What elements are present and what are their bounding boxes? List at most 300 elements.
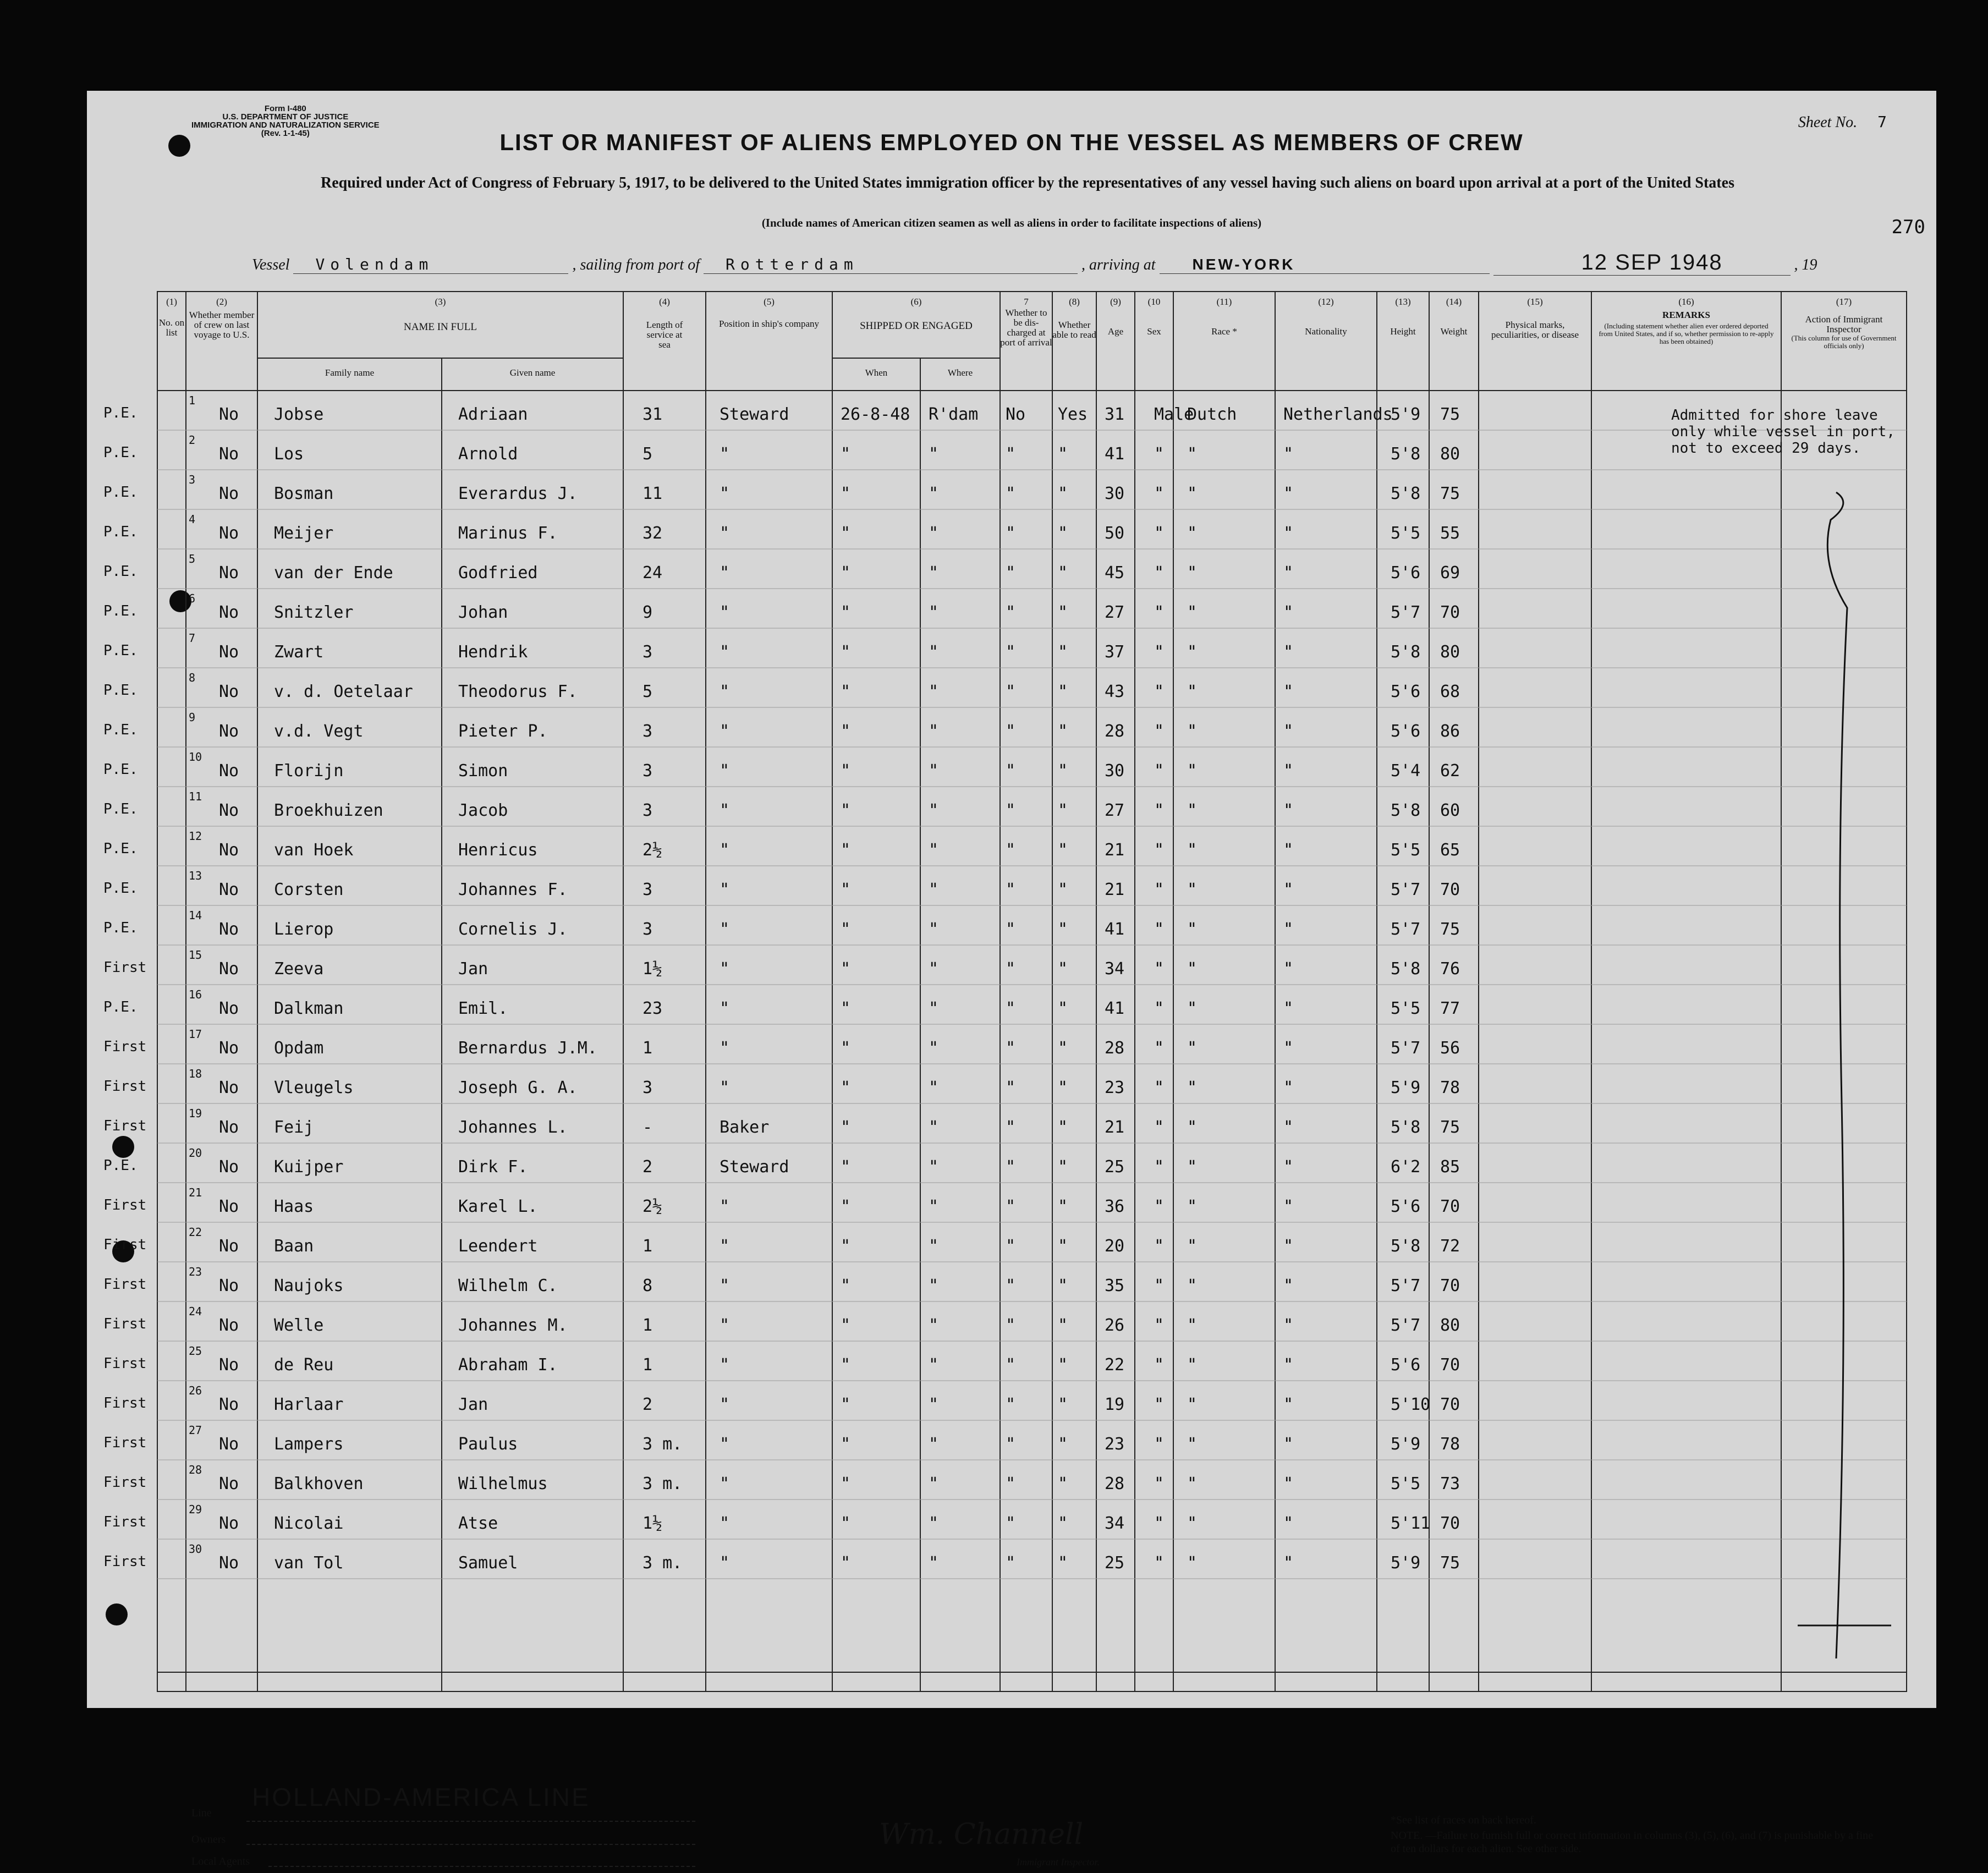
- table-row: [87, 509, 1936, 549]
- header-col-13: [1377, 297, 1429, 337]
- row-weight: 78: [1440, 1078, 1460, 1097]
- line-label: Line: [191, 1807, 212, 1819]
- row-service: 1½: [642, 1514, 663, 1533]
- row-family-name: Vleugels: [274, 1078, 354, 1097]
- row-age: 28: [1105, 1039, 1125, 1058]
- header-col-16-num: (16): [1678, 296, 1694, 307]
- row-number: 30: [189, 1542, 202, 1556]
- header-col-3: [257, 297, 623, 332]
- row-service: 3 m.: [642, 1435, 683, 1454]
- header-col-17-num: (17): [1836, 296, 1852, 307]
- row-when: ": [841, 841, 851, 860]
- row-position: ": [720, 880, 730, 899]
- row-discharged: ": [1006, 999, 1016, 1018]
- row-nationality: ": [1283, 1316, 1294, 1335]
- row-height: 5'8: [1391, 1237, 1421, 1256]
- header-col-10: [1135, 297, 1173, 337]
- table-row: [87, 589, 1936, 628]
- row-when: ": [841, 1078, 851, 1097]
- row-when: ": [841, 920, 851, 939]
- row-where: ": [929, 563, 939, 583]
- row-sex: ": [1154, 563, 1165, 583]
- row-last-voyage: No: [219, 1355, 239, 1375]
- row-able-to-read: ": [1058, 1514, 1068, 1533]
- header-col-2-num: (2): [216, 296, 227, 307]
- row-position: ": [720, 1514, 730, 1533]
- row-where: ": [929, 880, 939, 899]
- row-when: ": [841, 880, 851, 899]
- row-weight: 72: [1440, 1237, 1460, 1256]
- row-given-name: Karel L.: [458, 1197, 538, 1216]
- header-col-2-label: Whether member of crew on last voyage to U.S.: [189, 310, 255, 340]
- row-service: 1: [642, 1039, 653, 1058]
- row-service: -: [642, 1118, 653, 1137]
- arriving-value: NEW-YORK: [1160, 256, 1490, 274]
- row-when: ": [841, 1435, 851, 1454]
- row-last-voyage: No: [219, 1316, 239, 1335]
- table-row: [87, 1183, 1936, 1222]
- table-row: [87, 470, 1936, 509]
- row-family-name: van der Ende: [274, 563, 393, 583]
- header-where: Where: [947, 367, 973, 378]
- row-race: ": [1187, 1316, 1198, 1335]
- row-where: ": [929, 603, 939, 622]
- row-age: 43: [1105, 682, 1125, 701]
- row-weight: 68: [1440, 682, 1460, 701]
- table-row: [87, 628, 1936, 668]
- row-height: 5'5: [1391, 999, 1421, 1018]
- table-row: [87, 1381, 1936, 1420]
- row-family-name: Corsten: [274, 880, 344, 899]
- note-races: *See list of races on back hereof.: [1391, 1814, 1536, 1826]
- row-given-name: Jacob: [458, 801, 508, 820]
- row-prefix: First: [103, 1078, 147, 1095]
- row-where: ": [929, 1276, 939, 1295]
- row-given-name: Godfried: [458, 563, 538, 583]
- row-discharged: No: [1006, 405, 1026, 424]
- row-weight: 85: [1440, 1157, 1460, 1177]
- row-position: ": [720, 1078, 730, 1097]
- row-prefix: First: [103, 1395, 147, 1411]
- row-age: 41: [1105, 444, 1125, 464]
- row-sex: ": [1154, 524, 1165, 543]
- row-race: ": [1187, 920, 1198, 939]
- row-when: ": [841, 959, 851, 979]
- row-prefix: P.E.: [103, 801, 138, 817]
- form-number: Form I-480: [264, 104, 306, 113]
- header-col-7: [1000, 297, 1052, 348]
- row-when: ": [841, 563, 851, 583]
- row-number: 29: [189, 1503, 202, 1516]
- row-position: ": [720, 1316, 730, 1335]
- row-sex: ": [1154, 1039, 1165, 1058]
- row-position: ": [720, 959, 730, 979]
- row-age: 20: [1105, 1237, 1125, 1256]
- local-agents-label: Local Agents: [191, 1855, 250, 1867]
- row-age: 21: [1105, 1118, 1125, 1137]
- row-nationality: ": [1283, 1078, 1294, 1097]
- row-height: 5'5: [1391, 841, 1421, 860]
- row-last-voyage: No: [219, 563, 239, 583]
- page-title: LIST OR MANIFEST OF ALIENS EMPLOYED ON THE VESSEL AS MEMBERS OF CREW: [499, 129, 1524, 155]
- header-col-12-label: Nationality: [1305, 326, 1347, 337]
- row-age: 27: [1105, 801, 1125, 820]
- row-where: ": [929, 1118, 939, 1137]
- row-number: 24: [189, 1305, 202, 1318]
- row-sex: ": [1154, 1197, 1165, 1216]
- row-age: 23: [1105, 1078, 1125, 1097]
- row-nationality: ": [1283, 1474, 1294, 1493]
- row-nationality: ": [1283, 1395, 1294, 1414]
- row-nationality: ": [1283, 1435, 1294, 1454]
- row-number: 25: [189, 1344, 202, 1358]
- row-prefix: First: [103, 1355, 147, 1372]
- row-weight: 70: [1440, 1276, 1460, 1295]
- row-number: 9: [189, 711, 196, 724]
- row-height: 5'8: [1391, 801, 1421, 820]
- row-when: ": [841, 1118, 851, 1137]
- header-col-14-num: (14): [1446, 296, 1462, 307]
- row-position: ": [720, 761, 730, 781]
- header-col-1: [157, 297, 186, 338]
- table-row: [87, 787, 1936, 826]
- row-service: 3: [642, 761, 653, 781]
- row-race: ": [1187, 444, 1198, 464]
- row-where: ": [929, 722, 939, 741]
- row-last-voyage: No: [219, 920, 239, 939]
- row-able-to-read: ": [1058, 1039, 1068, 1058]
- row-number: 1: [189, 394, 196, 407]
- row-where: ": [929, 841, 939, 860]
- row-weight: 80: [1440, 444, 1460, 464]
- row-position: ": [720, 801, 730, 820]
- row-number: 23: [189, 1265, 202, 1278]
- row-where: ": [929, 642, 939, 662]
- row-age: 19: [1105, 1395, 1125, 1414]
- row-weight: 60: [1440, 801, 1460, 820]
- row-nationality: Netherlands: [1283, 405, 1393, 424]
- row-where: ": [929, 1553, 939, 1573]
- row-nationality: ": [1283, 999, 1294, 1018]
- row-race: ": [1187, 959, 1198, 979]
- row-service: 3: [642, 801, 653, 820]
- row-when: ": [841, 1514, 851, 1533]
- row-service: 3: [642, 880, 653, 899]
- row-height: 5'9: [1391, 405, 1421, 424]
- row-sex: ": [1154, 484, 1165, 503]
- table-row: [87, 826, 1936, 866]
- row-service: 2½: [642, 1197, 663, 1216]
- header-col-15-label: Physical marks, peculiarities, or disease: [1491, 320, 1579, 340]
- header-col-11-label: Race *: [1211, 326, 1237, 337]
- row-weight: 77: [1440, 999, 1460, 1018]
- row-age: 28: [1105, 722, 1125, 741]
- header-col-9-num: (9): [1110, 296, 1121, 307]
- row-where: ": [929, 761, 939, 781]
- row-sex: ": [1154, 642, 1165, 662]
- row-nationality: ": [1283, 1276, 1294, 1295]
- row-able-to-read: ": [1058, 603, 1068, 622]
- row-discharged: ": [1006, 563, 1016, 583]
- row-where: ": [929, 1395, 939, 1414]
- row-nationality: ": [1283, 1237, 1294, 1256]
- row-number: 19: [189, 1107, 202, 1120]
- row-height: 5'5: [1391, 524, 1421, 543]
- table-row: [87, 1143, 1936, 1183]
- header-col-13-label: Height: [1390, 326, 1416, 337]
- header-col-4: [623, 297, 706, 350]
- row-family-name: Snitzler: [274, 603, 354, 622]
- row-when: ": [841, 682, 851, 701]
- row-service: 24: [642, 563, 663, 583]
- row-when: ": [841, 1355, 851, 1375]
- row-race: ": [1187, 880, 1198, 899]
- row-position: ": [720, 642, 730, 662]
- row-discharged: ": [1006, 1435, 1016, 1454]
- row-height: 5'6: [1391, 682, 1421, 701]
- row-last-voyage: No: [219, 1118, 239, 1137]
- row-able-to-read: ": [1058, 959, 1068, 979]
- row-height: 5'7: [1391, 1316, 1421, 1335]
- row-nationality: ": [1283, 444, 1294, 464]
- row-sex: ": [1154, 722, 1165, 741]
- table-row: [87, 1222, 1936, 1262]
- row-weight: 75: [1440, 1118, 1460, 1137]
- header-col-1-label: No. on list: [158, 317, 185, 338]
- row-weight: 70: [1440, 603, 1460, 622]
- row-nationality: ": [1283, 920, 1294, 939]
- table-row: [87, 1103, 1936, 1143]
- row-nationality: ": [1283, 682, 1294, 701]
- sheet-value: 7: [1877, 113, 1887, 131]
- vessel-label: Vessel: [252, 256, 290, 273]
- row-height: 5'8: [1391, 959, 1421, 979]
- row-prefix: First: [103, 1197, 147, 1213]
- row-discharged: ": [1006, 1355, 1016, 1375]
- row-given-name: Arnold: [458, 444, 518, 464]
- row-where: ": [929, 1078, 939, 1097]
- row-weight: 70: [1440, 1514, 1460, 1533]
- row-weight: 65: [1440, 841, 1460, 860]
- row-discharged: ": [1006, 603, 1016, 622]
- row-discharged: ": [1006, 841, 1016, 860]
- row-discharged: ": [1006, 1395, 1016, 1414]
- row-discharged: ": [1006, 1276, 1016, 1295]
- row-race: ": [1187, 1553, 1198, 1573]
- row-nationality: ": [1283, 1197, 1294, 1216]
- row-when: ": [841, 1395, 851, 1414]
- row-prefix: P.E.: [103, 999, 138, 1015]
- row-prefix: First: [103, 1474, 147, 1491]
- form-dept: U.S. DEPARTMENT OF JUSTICE: [222, 112, 349, 122]
- row-nationality: ": [1283, 524, 1294, 543]
- row-given-name: Wilhelmus: [458, 1474, 548, 1493]
- table-row: [87, 1301, 1936, 1341]
- row-prefix: First: [103, 1118, 147, 1134]
- row-family-name: Zwart: [274, 642, 324, 662]
- row-weight: 76: [1440, 959, 1460, 979]
- row-last-voyage: No: [219, 761, 239, 781]
- row-last-voyage: No: [219, 1237, 239, 1256]
- row-when: ": [841, 801, 851, 820]
- row-position: ": [720, 484, 730, 503]
- row-able-to-read: Yes: [1058, 405, 1088, 424]
- header-col-17-label: Action of Immigrant Inspector: [1805, 314, 1883, 334]
- row-sex: ": [1154, 841, 1165, 860]
- row-where: ": [929, 524, 939, 543]
- row-able-to-read: ": [1058, 444, 1068, 464]
- row-given-name: Johan: [458, 603, 508, 622]
- row-service: 2½: [642, 841, 663, 860]
- row-family-name: Harlaar: [274, 1395, 344, 1414]
- row-number: 6: [189, 592, 196, 605]
- row-given-name: Everardus J.: [458, 484, 578, 503]
- row-discharged: ": [1006, 524, 1016, 543]
- header-col-6: [832, 297, 1000, 331]
- row-when: ": [841, 1237, 851, 1256]
- row-able-to-read: ": [1058, 920, 1068, 939]
- vessel-value: Volendam: [293, 255, 568, 274]
- row-sex: ": [1154, 603, 1165, 622]
- row-given-name: Johannes M.: [458, 1316, 568, 1335]
- row-position: Baker: [720, 1118, 770, 1137]
- footer-underlines: [224, 1818, 720, 1873]
- row-position: ": [720, 1237, 730, 1256]
- row-able-to-read: ": [1058, 999, 1068, 1018]
- row-given-name: Paulus: [458, 1435, 518, 1454]
- row-race: ": [1187, 682, 1198, 701]
- row-discharged: ": [1006, 1514, 1016, 1533]
- row-discharged: ": [1006, 682, 1016, 701]
- row-prefix: First: [103, 1276, 147, 1293]
- table-row: [87, 1460, 1936, 1500]
- row-last-voyage: No: [219, 682, 239, 701]
- row-age: 41: [1105, 920, 1125, 939]
- row-number: 26: [189, 1384, 202, 1397]
- row-service: 32: [642, 524, 663, 543]
- row-height: 5'6: [1391, 1197, 1421, 1216]
- row-sex: ": [1154, 1474, 1165, 1493]
- row-nationality: ": [1283, 959, 1294, 979]
- row-nationality: ": [1283, 563, 1294, 583]
- row-discharged: ": [1006, 642, 1016, 662]
- row-when: ": [841, 999, 851, 1018]
- row-last-voyage: No: [219, 959, 239, 979]
- row-nationality: ": [1283, 801, 1294, 820]
- row-number: 16: [189, 988, 202, 1001]
- table-row: [87, 866, 1936, 905]
- row-nationality: ": [1283, 642, 1294, 662]
- row-age: 25: [1105, 1157, 1125, 1177]
- row-able-to-read: ": [1058, 722, 1068, 741]
- row-last-voyage: No: [219, 1514, 239, 1533]
- row-family-name: Los: [274, 444, 304, 464]
- row-able-to-read: ": [1058, 1553, 1068, 1573]
- row-number: 11: [189, 790, 202, 803]
- page-subnote: (Include names of American citizen seamen as well as aliens in order to facilitate inspections of aliens): [761, 216, 1262, 229]
- row-prefix: P.E.: [103, 603, 138, 619]
- row-position: ": [720, 524, 730, 543]
- row-last-voyage: No: [219, 1276, 239, 1295]
- row-number: 8: [189, 671, 196, 684]
- table-row: [87, 430, 1936, 470]
- row-number: 20: [189, 1146, 202, 1160]
- header-col-8-label: Whether able to read: [1052, 320, 1096, 340]
- row-nationality: ": [1283, 484, 1294, 503]
- row-race: ": [1187, 603, 1198, 622]
- row-discharged: ": [1006, 1197, 1016, 1216]
- row-number: 12: [189, 830, 202, 843]
- row-number: 7: [189, 631, 196, 645]
- row-last-voyage: No: [219, 1395, 239, 1414]
- row-prefix: P.E.: [103, 880, 138, 897]
- row-given-name: Theodorus F.: [458, 682, 578, 701]
- header-col-12-num: (12): [1318, 296, 1334, 307]
- header-col-10-label: Sex: [1147, 326, 1161, 337]
- inspector-signature: Wm. Channell: [879, 1818, 1084, 1851]
- row-sex: ": [1154, 801, 1165, 820]
- row-sex: ": [1154, 1157, 1165, 1177]
- row-nationality: ": [1283, 841, 1294, 860]
- row-able-to-read: ": [1058, 1197, 1068, 1216]
- row-race: ": [1187, 563, 1198, 583]
- row-weight: 75: [1440, 920, 1460, 939]
- row-prefix: P.E.: [103, 920, 138, 936]
- header-col-15-num: (15): [1527, 296, 1543, 307]
- row-position: ": [720, 1553, 730, 1573]
- row-nationality: ": [1283, 1355, 1294, 1375]
- row-position: ": [720, 841, 730, 860]
- row-age: 34: [1105, 1514, 1125, 1533]
- row-family-name: Lampers: [274, 1435, 344, 1454]
- row-service: 3: [642, 642, 653, 662]
- row-height: 5'10: [1391, 1395, 1431, 1414]
- header-col-11: [1173, 297, 1275, 337]
- table-row: [87, 549, 1936, 589]
- row-number: 27: [189, 1424, 202, 1437]
- table-row: [87, 1500, 1936, 1539]
- row-weight: 75: [1440, 1553, 1460, 1573]
- row-family-name: Lierop: [274, 920, 334, 939]
- row-race: ": [1187, 1474, 1198, 1493]
- reference-number: 270: [1891, 216, 1925, 238]
- row-prefix: First: [103, 1514, 147, 1530]
- row-nationality: ": [1283, 1118, 1294, 1137]
- row-able-to-read: ": [1058, 761, 1068, 781]
- row-prefix: P.E.: [103, 444, 138, 461]
- row-able-to-read: ": [1058, 1435, 1068, 1454]
- row-height: 5'9: [1391, 1435, 1421, 1454]
- row-weight: 70: [1440, 880, 1460, 899]
- row-when: ": [841, 444, 851, 464]
- row-last-voyage: No: [219, 642, 239, 662]
- row-race: ": [1187, 1118, 1198, 1137]
- row-discharged: ": [1006, 801, 1016, 820]
- row-age: 41: [1105, 999, 1125, 1018]
- table-row: [87, 391, 1936, 430]
- form-service: IMMIGRATION AND NATURALIZATION SERVICE: [191, 120, 380, 130]
- header-col-4-num: (4): [659, 296, 670, 307]
- header-col-9: [1096, 297, 1135, 337]
- row-weight: 73: [1440, 1474, 1460, 1493]
- header-col-17: [1781, 297, 1907, 350]
- row-service: 1: [642, 1316, 653, 1335]
- row-discharged: ": [1006, 1039, 1016, 1058]
- inspector-label: Immigrant Inspector.: [1017, 1856, 1100, 1867]
- row-position: ": [720, 1276, 730, 1295]
- row-height: 5'9: [1391, 1078, 1421, 1097]
- remarks-text: Admitted for shore leave only while vessel in port, not to exceed 29 days.: [1671, 407, 1895, 457]
